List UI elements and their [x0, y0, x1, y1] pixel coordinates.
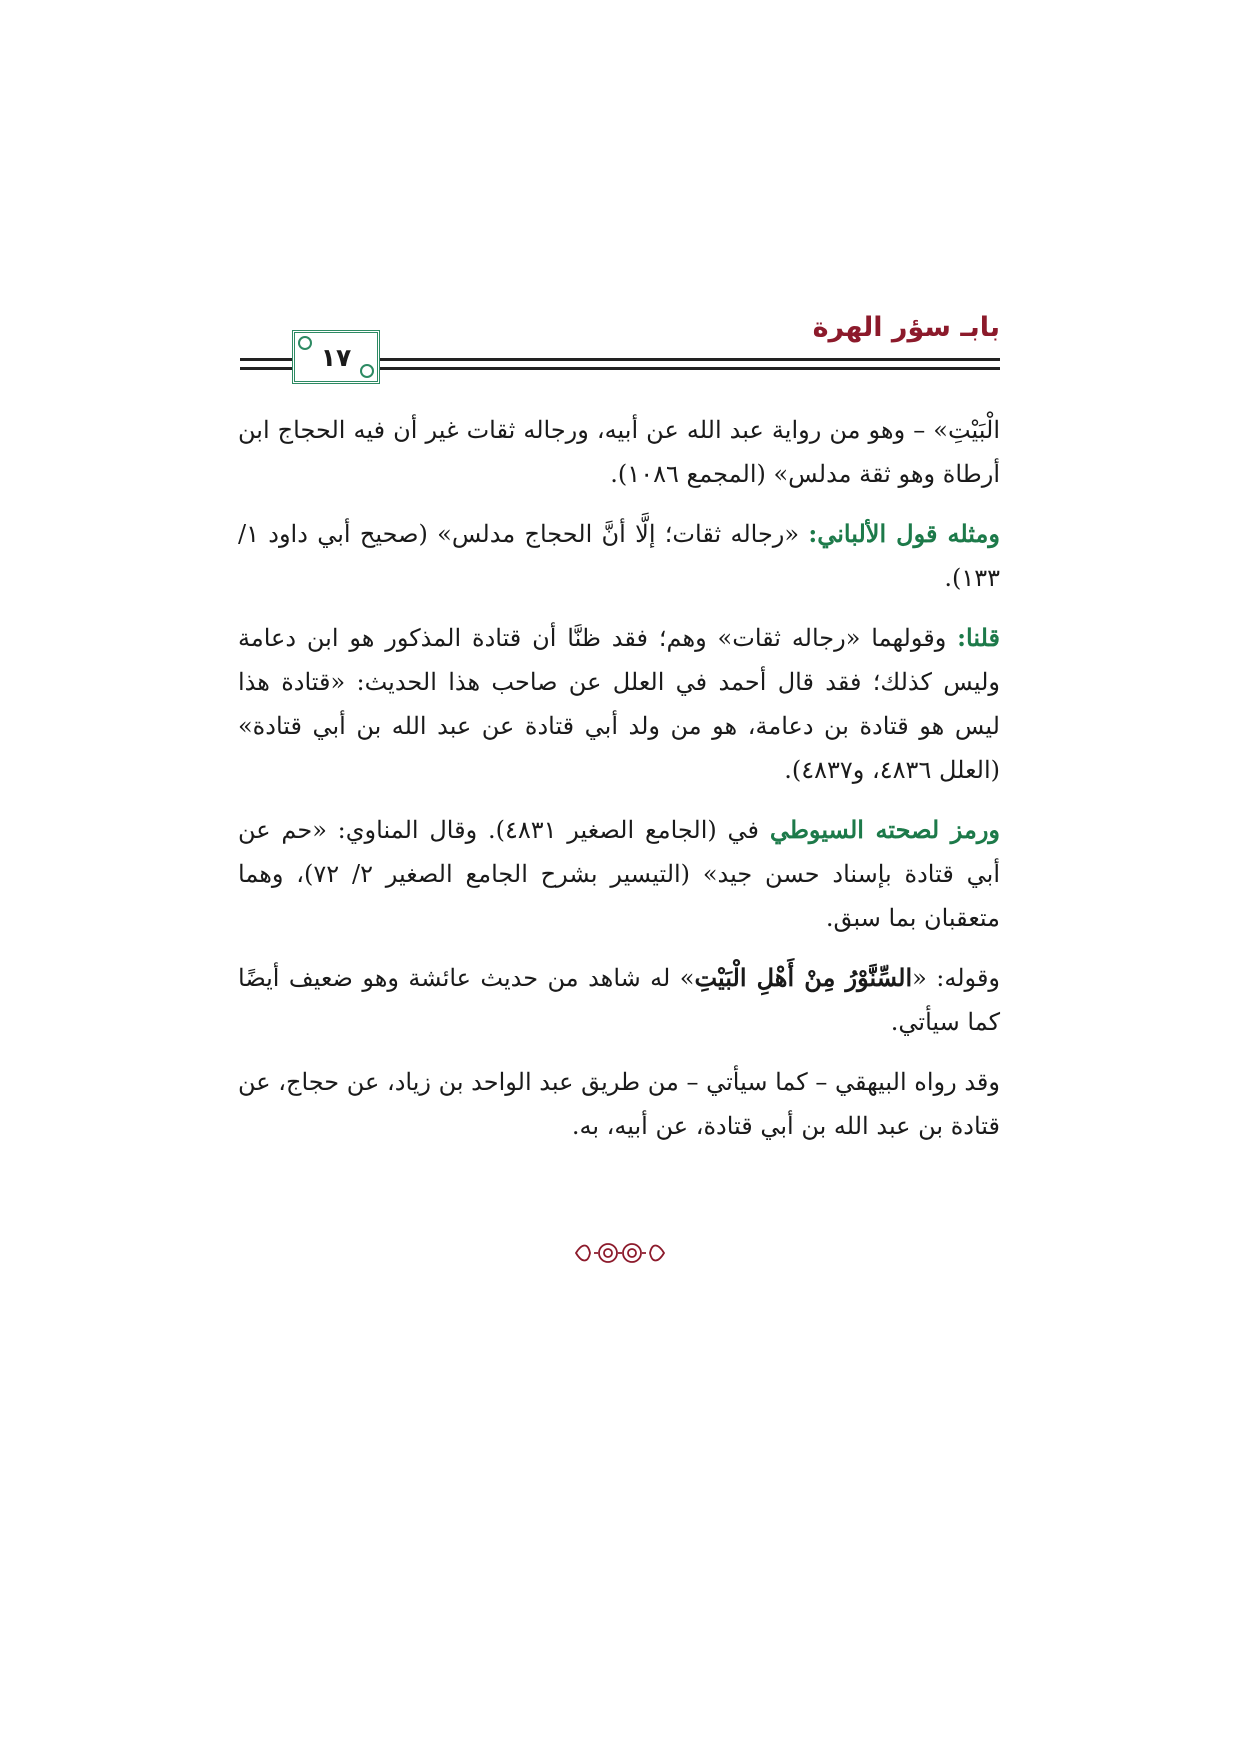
- paragraph-2-lead: ومثله قول الألباني:: [808, 519, 1000, 548]
- paragraph-1-text: الْبَيْتِ» – وهو من رواية عبد الله عن أبيه، ورجاله ثقات غير أن فيه الحجاج ابن أرطاة وهو ثقة مدلس» (المجمع ١٠٨٦).: [238, 416, 1000, 488]
- page-header: [240, 300, 1000, 392]
- paragraph-5-pre: وقوله: «: [912, 964, 1001, 992]
- paragraph-3-lead: قلنا:: [957, 623, 1000, 652]
- paragraph-3-text: وقولهما «رجاله ثقات» وهم؛ فقد ظنَّا أن قتادة المذكور هو ابن دعامة وليس كذلك؛ فقد قال أحمد في العلل عن صاحب هذا الحديث: «قتادة هذا ليس هو قتادة بن دعامة، هو من ولد أبي قتادة عن عبد الله بن أبي قتادة» (العلل ٤٨٣٦، و٤٨٣٧).: [238, 624, 1000, 784]
- page-number-frame: [292, 330, 380, 384]
- paragraph-1: [238, 408, 1000, 496]
- page-body: [238, 408, 1000, 1164]
- paragraph-3: [238, 616, 1000, 792]
- paragraph-6-text: وقد رواه البيهقي – كما سيأتي – من طريق عبد الواحد بن زياد، عن حجاج، عن قتادة بن عبد الله بن أبي قتادة، عن أبيه، به.: [238, 1068, 1000, 1140]
- paragraph-2-text: «رجاله ثقات؛ إلَّا أنَّ الحجاج مدلس» (صحيح أبي داود ١/ ١٣٣).: [238, 520, 1000, 592]
- paragraph-4: [238, 808, 1000, 940]
- paragraph-5-post: » له شاهد من حديث عائشة وهو ضعيف أيضًا كما سيأتي.: [238, 964, 1000, 1036]
- floral-ornament-icon: [570, 1238, 670, 1268]
- chapter-title: بابـ سؤر الهرة: [812, 312, 1000, 343]
- page-number: ١٧: [320, 342, 352, 372]
- paragraph-4-text: في (الجامع الصغير ٤٨٣١). وقال المناوي: «حم عن أبي قتادة بإسناد حسن جيد» (التيسير بشرح الجامع الصغير ٢/ ٧٢)، وهما متعقبان بما سبق.: [238, 816, 1001, 932]
- paragraph-2: [238, 512, 1000, 600]
- paragraph-6: [238, 1060, 1000, 1148]
- hadith-quote: السِّنَّوْرُ مِنْ أَهْلِ الْبَيْتِ: [694, 963, 913, 992]
- paragraph-4-lead: ورمز لصحته السيوطي: [769, 815, 1000, 844]
- paragraph-5: [238, 956, 1000, 1044]
